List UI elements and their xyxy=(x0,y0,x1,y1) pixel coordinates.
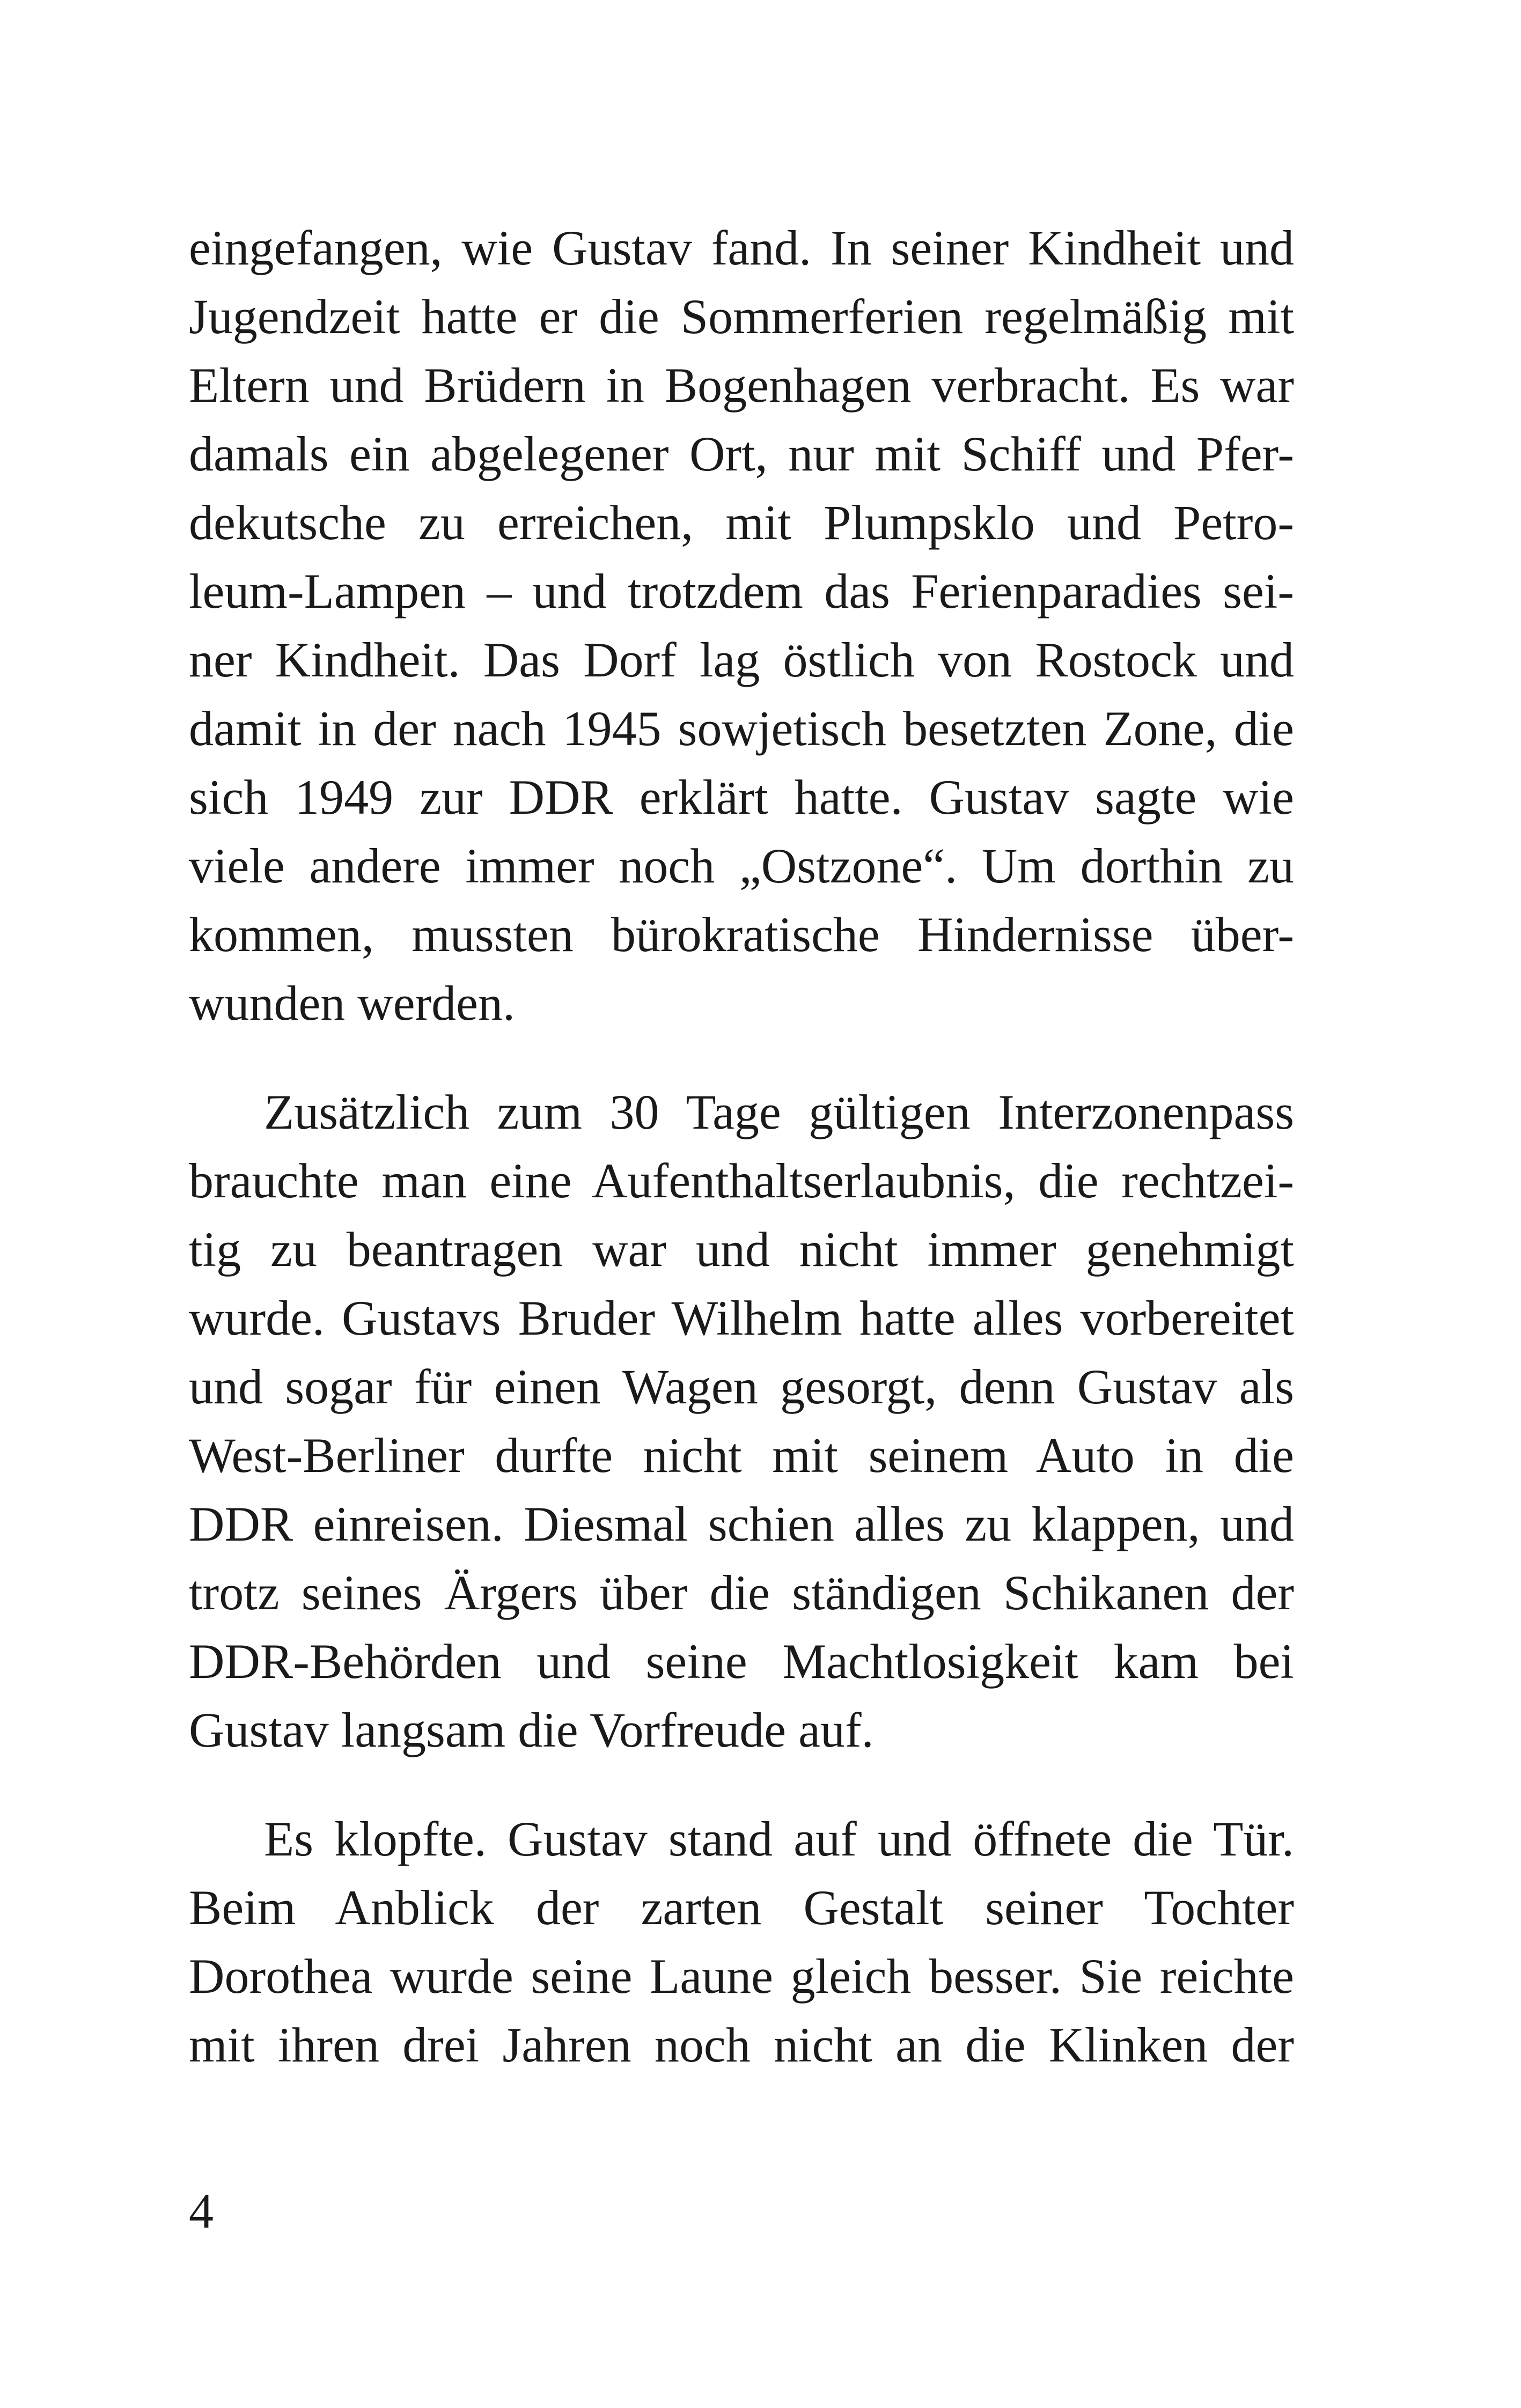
text-line: DDR-Behörden und seine Machtlosigkeit kam bei xyxy=(189,1634,1294,1689)
paragraph-2 xyxy=(189,1078,1294,1764)
text-line: ner Kindheit. Das Dorf lag östlich von Rostock und xyxy=(189,632,1294,687)
text-line: wurde. Gustavs Bruder Wilhelm hatte alles vorbereitet xyxy=(189,1291,1294,1345)
text-line: West-Berliner durfte nicht mit seinem Auto in die xyxy=(189,1428,1294,1483)
page-number: 4 xyxy=(189,2184,214,2238)
text-line: kommen, mussten bürokratische Hindernisse über- xyxy=(189,907,1294,962)
text-line: eingefangen, wie Gustav fand. In seiner Kindheit und xyxy=(189,220,1294,275)
text-line: DDR einreisen. Diesmal schien alles zu klappen, und xyxy=(189,1497,1294,1551)
text-line: damit in der nach 1945 sowjetisch besetzten Zone, die xyxy=(189,701,1294,756)
text-line: sich 1949 zur DDR erklärt hatte. Gustav sagte wie xyxy=(189,770,1294,824)
text-line: Es klopfte. Gustav stand auf und öffnete die Tür. xyxy=(264,1811,1294,1866)
text-line: Beim Anblick der zarten Gestalt seiner Tochter xyxy=(189,1880,1294,1935)
text-line: leum-Lampen – und trotzdem das Ferienparadies sei- xyxy=(189,564,1294,618)
text-line: und sogar für einen Wagen gesorgt, denn Gustav als xyxy=(189,1359,1294,1414)
text-line: Dorothea wurde seine Laune gleich besser. Sie reichte xyxy=(189,1949,1294,2004)
text-line: brauchte man eine Aufenthaltserlaubnis, die rechtzei- xyxy=(189,1153,1294,1208)
text-line: tig zu beantragen war und nicht immer genehmigt xyxy=(189,1222,1294,1277)
text-line: Zusätzlich zum 30 Tage gültigen Interzonenpass xyxy=(264,1085,1294,1139)
text-line: dekutsche zu erreichen, mit Plumpsklo und Petro- xyxy=(189,495,1294,550)
text-line: Eltern und Brüdern in Bogenhagen verbracht. Es war xyxy=(189,358,1294,413)
text-line: Jugendzeit hatte er die Sommerferien regelmäßig mit xyxy=(189,289,1294,344)
text-line: mit ihren drei Jahren noch nicht an die Klinken der xyxy=(189,2017,1294,2072)
paragraph-1 xyxy=(189,213,1294,1037)
text-line: wunden werden. xyxy=(189,976,516,1030)
text-line: Gustav langsam die Vorfreude auf. xyxy=(189,1703,874,1757)
text-line: damals ein abgelegener Ort, nur mit Schiff und Pfer- xyxy=(189,426,1294,481)
body-text xyxy=(189,213,1294,2079)
paragraph-3 xyxy=(189,1805,1294,2079)
text-line: viele andere immer noch „Ostzone“. Um dorthin zu xyxy=(189,838,1294,893)
text-line: trotz seines Ärgers über die ständigen Schikanen der xyxy=(189,1565,1294,1620)
